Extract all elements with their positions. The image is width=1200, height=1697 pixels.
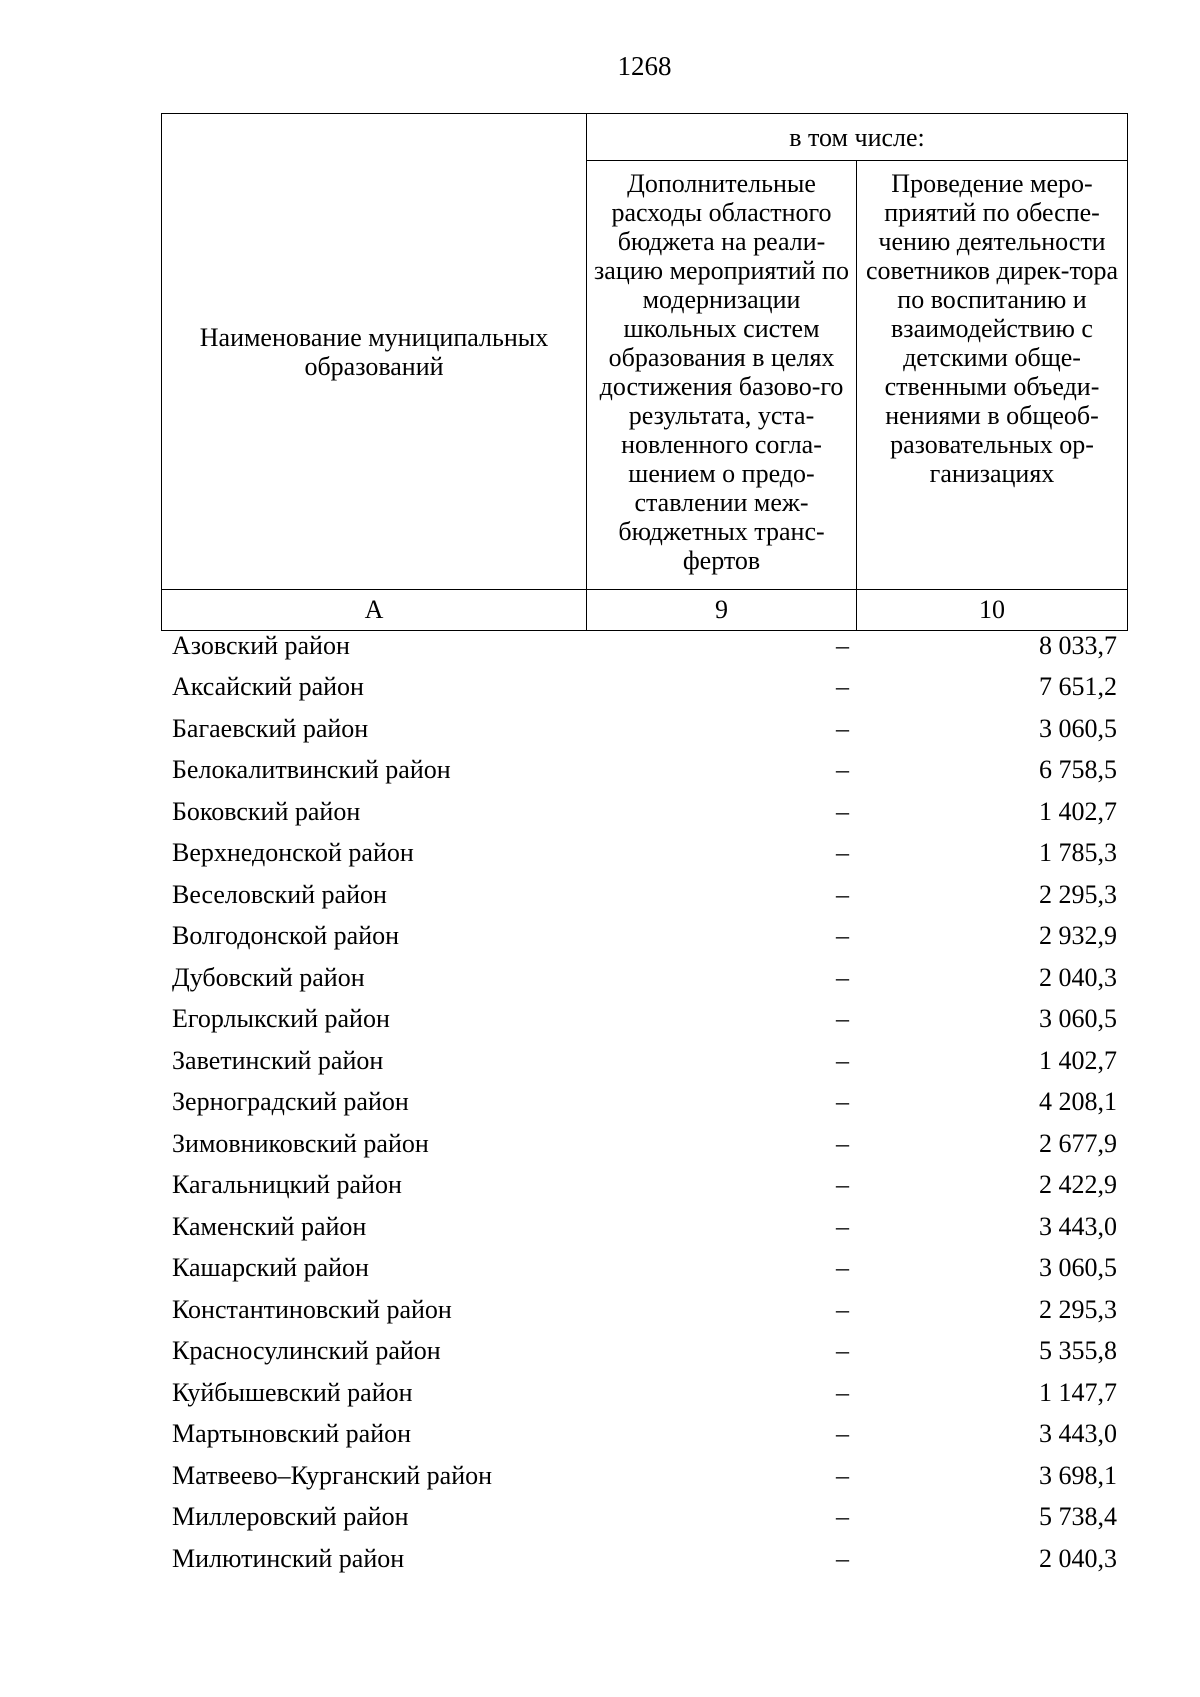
- table-row: [161, 625, 1127, 667]
- column-9-value: –: [836, 1087, 849, 1117]
- table-row: [161, 1040, 1127, 1082]
- municipality-name: Красносулинский район: [172, 1336, 441, 1366]
- header-municipality-name: Наименование муниципальных образований: [162, 114, 587, 590]
- column-10-value: 3 060,5: [1039, 1253, 1117, 1283]
- municipality-name: Кашарский район: [172, 1253, 369, 1283]
- column-9-value: –: [836, 1211, 849, 1241]
- municipality-name: Дубовский район: [172, 962, 365, 992]
- column-10-value: 3 060,5: [1039, 713, 1117, 743]
- column-9-value: –: [836, 755, 849, 785]
- table-row: [161, 1455, 1127, 1497]
- column-9-value: –: [836, 921, 849, 951]
- column-10-value: 2 040,3: [1039, 962, 1117, 992]
- table-row: [161, 1248, 1127, 1290]
- municipality-name: Кагальницкий район: [172, 1170, 402, 1200]
- column-9-value: –: [836, 713, 849, 743]
- column-10-value: 1 147,7: [1039, 1377, 1117, 1407]
- column-9-value: –: [836, 1253, 849, 1283]
- table-row: [161, 1082, 1127, 1124]
- municipality-name: Боковский район: [172, 796, 361, 826]
- header-column-9: Дополнительные расходы областного бюджета на реали-зацию мероприятий по модернизации школьных систем образования в целях достижения базово-го результата, уста-новленного согла-шением о предо-ставлении меж-бюджетных транс-фертов: [587, 161, 857, 590]
- municipality-name: Белокалитвинский район: [172, 755, 451, 785]
- page-number: 1268: [617, 51, 672, 81]
- table-row: [161, 750, 1127, 792]
- table-row: [161, 1497, 1127, 1539]
- column-9-value: –: [836, 962, 849, 992]
- column-10-value: 2 677,9: [1039, 1128, 1117, 1158]
- column-10-value: 7 651,2: [1039, 672, 1117, 702]
- municipality-name: Аксайский район: [172, 672, 364, 702]
- header-number-9: 9: [587, 590, 857, 631]
- municipality-name: Константиновский район: [172, 1294, 452, 1324]
- table-row: [161, 708, 1127, 750]
- table-row: [161, 1123, 1127, 1165]
- column-9-value: –: [836, 1543, 849, 1573]
- column-9-value: –: [836, 838, 849, 868]
- column-9-value: –: [836, 1460, 849, 1490]
- column-9-value: –: [836, 672, 849, 702]
- column-10-value: 1 785,3: [1039, 838, 1117, 868]
- table-row: [161, 1289, 1127, 1331]
- column-10-value: 2 295,3: [1039, 1294, 1117, 1324]
- column-9-value: –: [836, 1170, 849, 1200]
- header-column-10: Проведение меро-приятий по обеспе-чению деятельности советников дирек-тора по воспитанию и взаимодействию с детскими обще-ственными объеди-нениями в общеоб-разовательных ор-ганизациях: [857, 161, 1128, 590]
- column-10-value: 8 033,7: [1039, 630, 1117, 660]
- table-row: [161, 1206, 1127, 1248]
- column-10-value: 2 422,9: [1039, 1170, 1117, 1200]
- column-10-value: 2 040,3: [1039, 1543, 1117, 1573]
- table-row: [161, 999, 1127, 1041]
- column-10-value: 3 443,0: [1039, 1211, 1117, 1241]
- column-10-value: 2 932,9: [1039, 921, 1117, 951]
- table-row: [161, 667, 1127, 709]
- table-row: [161, 957, 1127, 999]
- municipality-name: Заветинский район: [172, 1045, 384, 1075]
- column-10-value: 1 402,7: [1039, 796, 1117, 826]
- column-10-value: 5 355,8: [1039, 1336, 1117, 1366]
- column-10-value: 1 402,7: [1039, 1045, 1117, 1075]
- table-row: [161, 1414, 1127, 1456]
- municipality-name: Егорлыкский район: [172, 1004, 390, 1034]
- column-9-value: –: [836, 1128, 849, 1158]
- column-10-value: 2 295,3: [1039, 879, 1117, 909]
- column-10-value: 5 738,4: [1039, 1502, 1117, 1532]
- table-row: [161, 833, 1127, 875]
- table-header: [161, 113, 1128, 631]
- column-9-value: –: [836, 630, 849, 660]
- municipality-name: Азовский район: [172, 630, 350, 660]
- municipality-name: Веселовский район: [172, 879, 387, 909]
- table-row: [161, 791, 1127, 833]
- table-body: [161, 625, 1127, 1580]
- column-9-value: –: [836, 1294, 849, 1324]
- table-row: [161, 1372, 1127, 1414]
- municipality-name: Волгодонской район: [172, 921, 400, 951]
- municipality-name: Багаевский район: [172, 713, 369, 743]
- table-row: [161, 916, 1127, 958]
- column-9-value: –: [836, 1004, 849, 1034]
- column-10-value: 3 698,1: [1039, 1460, 1117, 1490]
- column-10-value: 4 208,1: [1039, 1087, 1117, 1117]
- column-9-value: –: [836, 1045, 849, 1075]
- municipality-name: Зерноградский район: [172, 1087, 409, 1117]
- column-10-value: 3 443,0: [1039, 1419, 1117, 1449]
- column-9-value: –: [836, 1419, 849, 1449]
- table-row: [161, 1331, 1127, 1373]
- column-9-value: –: [836, 1377, 849, 1407]
- table-row: [161, 1538, 1127, 1580]
- table-row: [161, 874, 1127, 916]
- table-row: [161, 1165, 1127, 1207]
- column-10-value: 3 060,5: [1039, 1004, 1117, 1034]
- municipality-name: Милютинский район: [172, 1543, 405, 1573]
- municipality-name: Мартыновский район: [172, 1419, 412, 1449]
- column-10-value: 6 758,5: [1039, 755, 1117, 785]
- column-9-value: –: [836, 1502, 849, 1532]
- municipality-name: Зимовниковский район: [172, 1128, 429, 1158]
- column-9-value: –: [836, 879, 849, 909]
- header-number-10: 10: [857, 590, 1128, 631]
- header-including-group: в том числе:: [587, 114, 1128, 161]
- municipality-name: Матвеево–Курганский район: [172, 1460, 493, 1490]
- municipality-name: Каменский район: [172, 1211, 367, 1241]
- municipality-name: Верхнедонской район: [172, 838, 414, 868]
- column-9-value: –: [836, 796, 849, 826]
- municipality-name: Куйбышевский район: [172, 1377, 413, 1407]
- municipality-name: Миллеровский район: [172, 1502, 409, 1532]
- column-9-value: –: [836, 1336, 849, 1366]
- header-number-a: А: [162, 590, 587, 631]
